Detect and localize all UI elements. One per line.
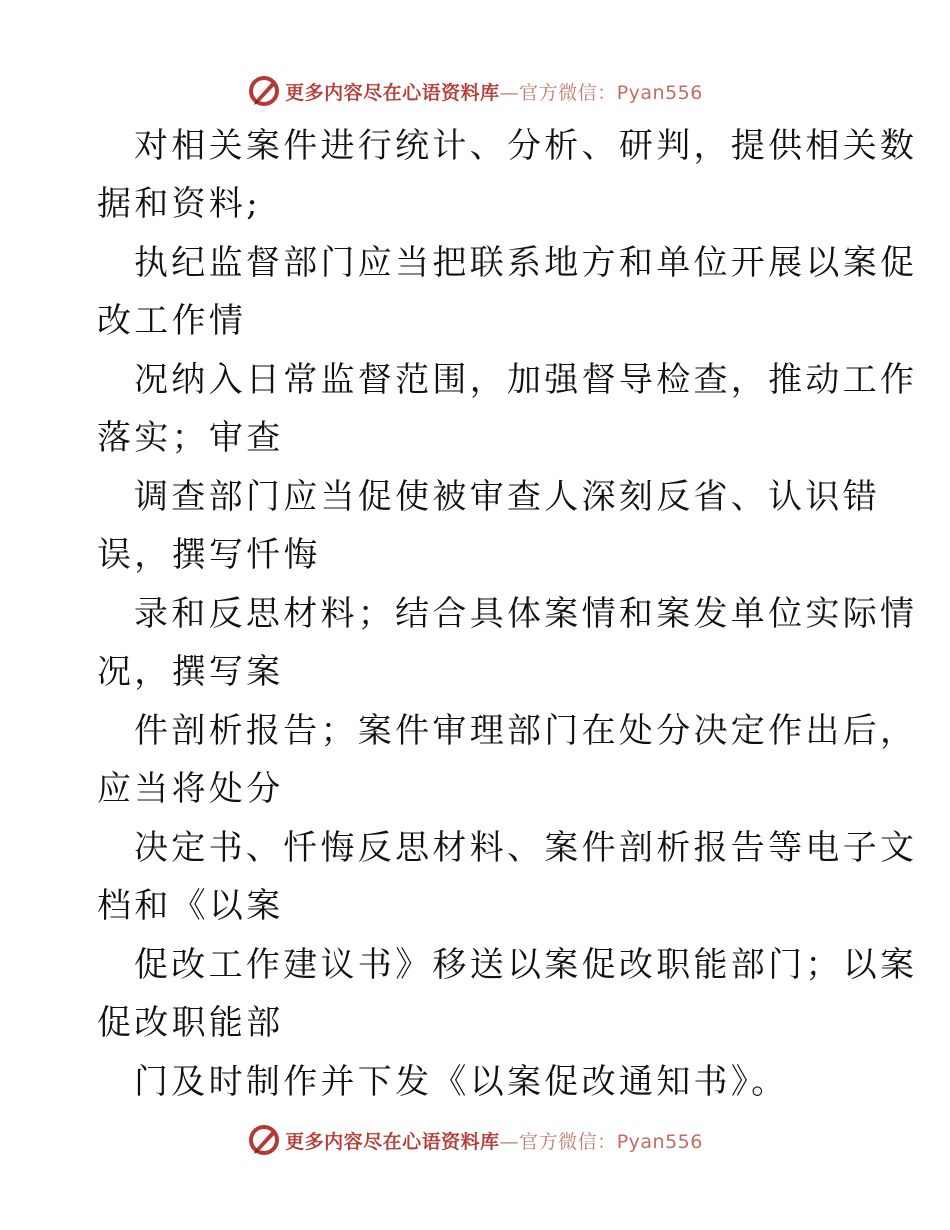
body-line: 应当将处分: [97, 769, 284, 809]
body-line: 门及时制作并下发《以案促改通知书》。: [134, 1062, 789, 1102]
body-line: 落实；审查: [97, 418, 284, 458]
body-line: 录和反思材料；结合具体案情和案发单位实际情: [134, 594, 918, 634]
watermark-footer: [0, 1122, 950, 1158]
body-line: 改工作情: [97, 301, 247, 341]
body-line: 促改职能部: [97, 1003, 284, 1043]
pen-logo-icon: [247, 1123, 281, 1157]
body-line: 档和《以案: [97, 886, 284, 926]
body-line: 件剖析报告；案件审理部门在处分决定作出后，: [134, 711, 918, 751]
body-line: 误，撰写忏悔: [97, 535, 321, 575]
watermark-text: 更多内容尽在心语资料库—官方微信：Pyan556: [285, 1130, 703, 1153]
body-line: 决定书、忏悔反思材料、案件剖析报告等电子文: [134, 828, 918, 868]
body-line: 况，撰写案: [97, 652, 284, 692]
body-line: 况纳入日常监督范围，加强督导检查，推动工作: [134, 360, 918, 400]
body-line: 执纪监督部门应当把联系地方和单位开展以案促: [134, 243, 918, 283]
body-line: 对相关案件进行统计、分析、研判，提供相关数: [134, 126, 918, 166]
body-line: 据和资料;: [97, 184, 261, 224]
body-line: 促改工作建议书》移送以案促改职能部门；以案: [134, 945, 918, 985]
watermark-text: 更多内容尽在心语资料库—官方微信：Pyan556: [285, 81, 703, 104]
body-line: 调查部门应当促使被审查人深刻反省、认识错: [134, 477, 880, 517]
